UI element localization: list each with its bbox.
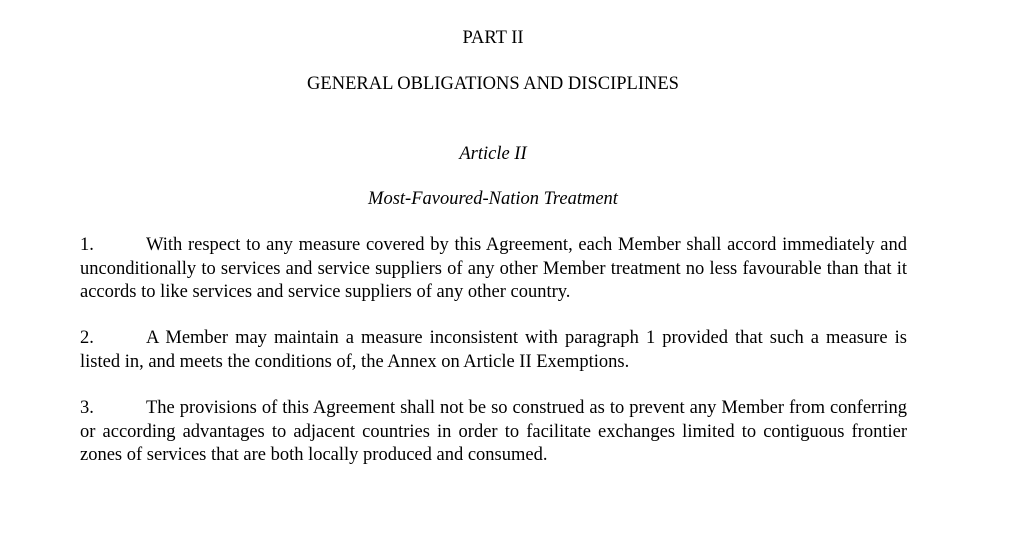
- paragraph-text: A Member may maintain a measure inconsistent with paragraph 1 provided that such a measure is listed in, and meets the conditions of, the Annex on Article II Exemptions.: [80, 328, 907, 372]
- paragraph-number: 3.: [80, 398, 94, 418]
- paragraph-2: [80, 327, 907, 374]
- paragraph-text: The provisions of this Agreement shall not be so construed as to prevent any Member from conferring or according advantages to adjacent countries in order to facilitate exchanges limited to contiguous frontier zones of services that are both locally produced and consumed.: [80, 398, 907, 465]
- paragraph-1: [80, 234, 907, 305]
- part-heading: PART II: [462, 28, 524, 48]
- article-heading: Article II: [459, 144, 527, 164]
- paragraph-number: 2.: [80, 328, 94, 348]
- paragraph-text: With respect to any measure covered by this Agreement, each Member shall accord immediately and unconditionally to services and service suppliers of any other Member treatment no less favourable than that it accords to like services and service suppliers of any other country.: [80, 235, 907, 302]
- article-title: Most-Favoured-Nation Treatment: [368, 189, 618, 209]
- part-title: GENERAL OBLIGATIONS AND DISCIPLINES: [307, 74, 679, 94]
- paragraph-number: 1.: [80, 235, 94, 255]
- paragraph-3: [80, 397, 907, 468]
